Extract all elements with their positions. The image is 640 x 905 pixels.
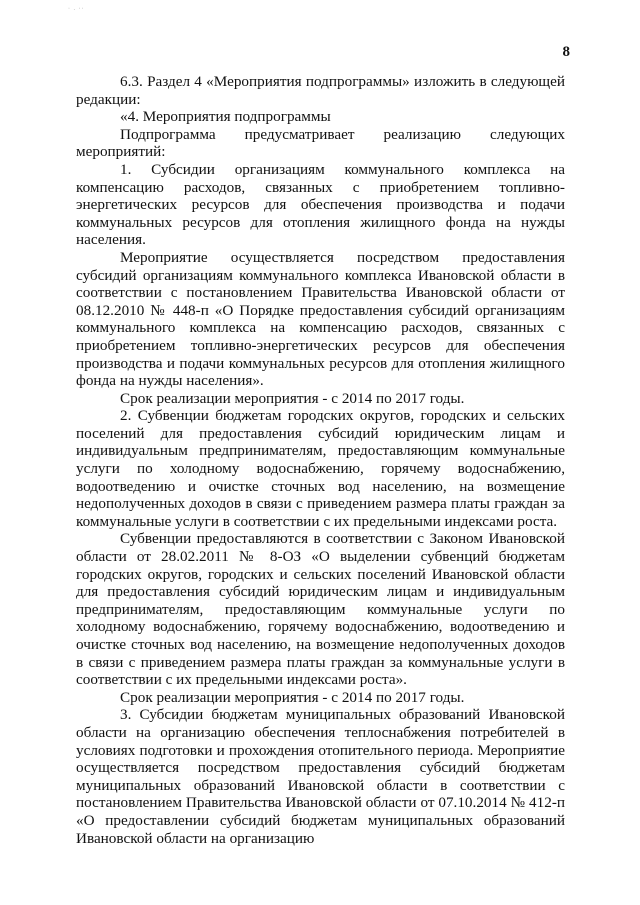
measure-3-title: 3. Субсидии бюджетам муниципальных образований Ивановской области на организацию обеспечения теплоснабжения потребителей в условиях подготовки и прохождения отопительного периода. Мероприятие осуществляется посредством предоставления субсидий бюджетам муниципальных образований Ивановской области в соответствии с постановлением Правительства Ивановской области от 07.10.2014 № 412-п «О предоставлении субсидий бюджетам муниципальных образований Ивановской области на организацию (76, 706, 565, 847)
measure-2-description: Субвенции предоставляются в соответствии с Законом Ивановской области от 28.02.2011 № 8-ОЗ «О выделении субвенций бюджетам городских округов, городских и сельских поселений Ивановской области для предоставления субсидий юридическим лицам и индивидуальным предпринимателям, предоставляющим коммунальные услуги по холодному водоснабжению, горячему водоснабжению, водоотведению и очистке сточных вод населению, на возмещение недополученных доходов в связи с приведением размера платы граждан за коммунальные услуги в соответствии с их предельными индексами роста». (76, 530, 565, 689)
document-body (76, 73, 565, 847)
measure-2-term: Срок реализации мероприятия - с 2014 по 2017 годы. (120, 688, 465, 706)
measure-1-title: 1. Субсидии организациям коммунального комплекса на компенсацию расходов, связанных с приобретением топливно-энергетических ресурсов для обеспечения производства и подачи коммунальных ресурсов для отопления жилищного фонда на нужды населения. (76, 160, 565, 249)
intro-paragraph: Подпрограмма предусматривает реализацию следующих мероприятий: (76, 125, 565, 161)
section-instruction: 6.3. Раздел 4 «Мероприятия подпрограммы» изложить в следующей редакции: (76, 73, 565, 108)
measure-1-term: Срок реализации мероприятия - с 2014 по 2017 годы. (120, 389, 465, 407)
page-number: 8 (562, 44, 570, 60)
section-heading: «4. Мероприятия подпрограммы (120, 108, 331, 126)
measure-2-title: 2. Субвенции бюджетам городских округов, городских и сельских поселений для предоставления субсидий юридическим лицам и индивидуальным предпринимателям, предоставляющим коммунальные услуги по холодному водоснабжению, горячему водоснабжению, водоотведению и очистке сточных вод населению, на возмещение недополученных доходов в связи с приведением размера платы граждан за коммунальные услуги в соответствии с их предельными индексами роста. (76, 407, 565, 530)
measure-1-description: Мероприятие осуществляется посредством предоставления субсидий организациям коммунального комплекса Ивановской области в соответствии с постановлением Правительства Ивановской области от 08.12.2010 № 448-п «О Порядке предоставления субсидий организациям коммунального комплекса на компенсацию расходов, связанных с приобретением топливно-энергетических ресурсов для обеспечения производства и подачи коммунальных ресурсов для отопления жилищного фонда на нужды населения». (76, 248, 565, 390)
corner-marks: · . ·· (68, 6, 85, 12)
